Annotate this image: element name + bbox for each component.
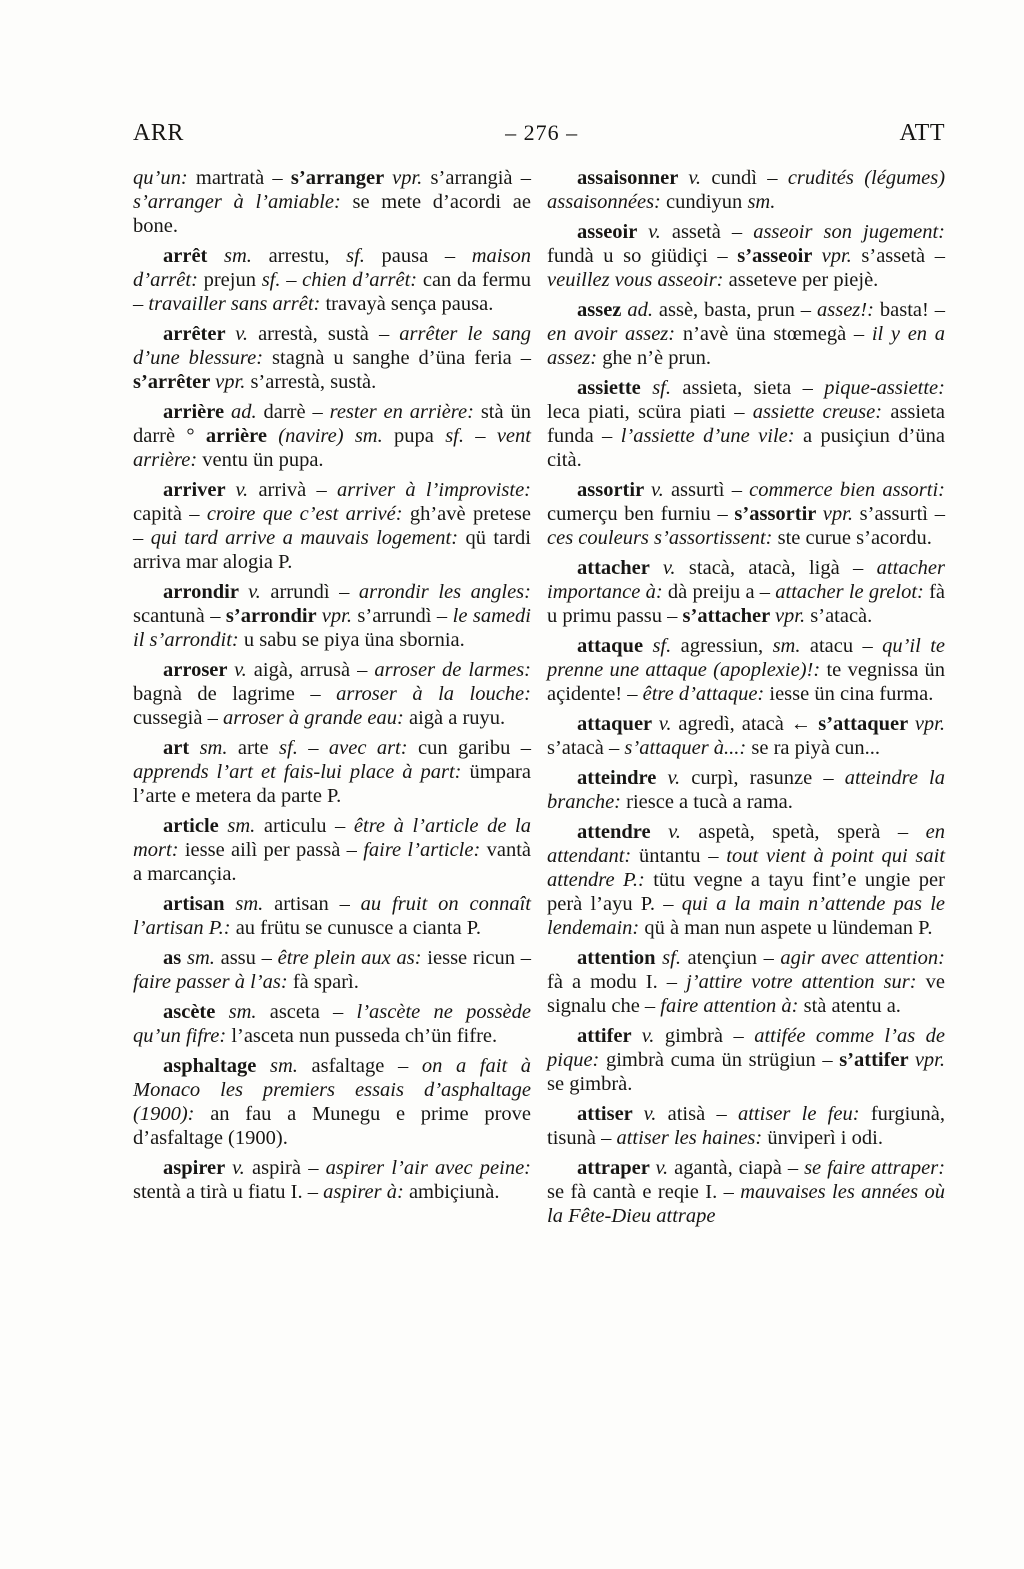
text-segment: attacher xyxy=(577,557,663,579)
entry-asseoir xyxy=(547,220,945,292)
text-segment: üntantu – xyxy=(639,845,727,867)
text-segment: arrivà – xyxy=(258,479,338,501)
text-segment: capità – xyxy=(133,503,207,525)
text-segment: l’asceta nun pusseda ch’ün fifre. xyxy=(231,1025,498,1047)
text-segment: iesse ün cina furma. xyxy=(769,683,934,705)
text-segment: assez xyxy=(577,299,628,321)
text-segment: en attendant: xyxy=(547,821,946,867)
text-segment: croire que c’est arrivé: xyxy=(206,503,410,525)
text-segment: attiser les haines: xyxy=(616,1127,768,1149)
text-segment: sf. xyxy=(445,425,476,447)
text-segment: v. xyxy=(232,1157,253,1179)
column-right xyxy=(547,166,945,1228)
text-segment: sf. xyxy=(346,245,382,267)
text-segment: sf. xyxy=(652,635,681,657)
text-segment: cumerçu ben furniu – xyxy=(547,503,735,525)
text-segment: sm. xyxy=(772,635,810,657)
text-segment: avec art: xyxy=(328,737,418,759)
text-segment: agantà, ciapà – xyxy=(674,1157,805,1179)
text-segment: qu’un: xyxy=(133,167,196,189)
text-segment: leca piati, scüra piati – xyxy=(547,401,753,423)
text-segment: vpr. xyxy=(821,245,862,267)
text-segment: v. xyxy=(688,167,712,189)
text-segment: aigà, arrusà – xyxy=(253,659,375,681)
text-segment: apprends l’art et fais-lui place à part: xyxy=(133,761,470,783)
text-segment: riesce a tucà a rama. xyxy=(626,791,793,813)
text-segment: arrestà, sustà – xyxy=(258,323,400,345)
entry-attaque xyxy=(547,634,945,706)
text-segment: aspetà, spetà, sperà – xyxy=(698,821,926,843)
text-segment: aspirer à: xyxy=(323,1181,409,1203)
text-segment: crudités (légumes) assaisonnées: xyxy=(547,167,946,213)
text-segment: dà preiju a – xyxy=(667,581,776,603)
text-segment: l’ascète ne possède qu’un fifre: xyxy=(133,1001,531,1047)
text-segment: sf. xyxy=(662,947,688,969)
page-header xyxy=(133,120,945,147)
text-segment: article xyxy=(163,815,228,837)
text-segment: curpì, rasunze – xyxy=(691,767,845,789)
text-segment: te vegnissa ün açidente! – xyxy=(547,659,945,705)
text-segment: être à l’article de la mort: xyxy=(133,815,531,861)
text-segment: an fau a Munegu e prime prove d’asfaltage (1900). xyxy=(133,1103,532,1149)
text-segment: attifée comme l’as de pique: xyxy=(547,1025,945,1071)
text-segment: ces couleurs s’assortissent: xyxy=(547,527,778,549)
text-segment: arrêter le sang d’une blessure: xyxy=(133,323,532,369)
text-segment: fà sparì. xyxy=(292,971,359,993)
text-segment: s’arrondir xyxy=(225,605,322,627)
text-segment: s’asseoir xyxy=(737,245,822,267)
text-segment: – xyxy=(286,269,303,291)
text-segment: qui tard arrive a mauvais logement: xyxy=(150,527,466,549)
text-segment: scantunà – xyxy=(133,605,226,627)
text-segment: bagnà de lagrime – xyxy=(133,683,337,705)
text-segment: pausa – xyxy=(381,245,472,267)
text-segment: v. xyxy=(641,1025,665,1047)
text-segment: qü tardi arriva mar alogia P. xyxy=(133,527,531,573)
text-segment: vpr. xyxy=(914,1049,946,1071)
entry-attiser xyxy=(547,1102,945,1150)
text-segment: être d’attaque: xyxy=(642,683,770,705)
text-segment: n’avè üna stœmegà – xyxy=(682,323,872,345)
text-segment: (navire) sm. xyxy=(278,425,395,447)
text-segment: ghe n’è prun. xyxy=(602,347,711,369)
text-segment: vpr. xyxy=(321,605,358,627)
text-segment: s’atacà. xyxy=(810,605,873,627)
text-segment: assieta, sieta – xyxy=(682,377,825,399)
text-segment: assaisonner xyxy=(577,167,689,189)
text-segment: agredì, atacà ← xyxy=(678,713,819,735)
text-segment: arrière xyxy=(205,425,279,447)
text-segment: rester en arrière: xyxy=(329,401,481,423)
text-segment: asseoir son jugement: xyxy=(753,221,946,243)
text-segment: gimbrà cuma ün strügiun – xyxy=(605,1049,840,1071)
entry-arriver xyxy=(133,478,531,574)
text-segment: asfaltage – xyxy=(311,1055,422,1077)
text-segment: sm. xyxy=(228,1001,270,1023)
entry-as xyxy=(133,946,531,994)
guide-word-left: ARR xyxy=(133,120,184,146)
text-segment: s’arranger xyxy=(290,167,393,189)
text-segment: pique-assiette: xyxy=(824,377,945,399)
text-segment: aspirer l’air avec peine: xyxy=(325,1157,532,1179)
text-segment: qui a la main n’attende pas le lendemain: xyxy=(547,893,945,939)
entry-atteindre xyxy=(547,766,945,814)
text-segment: arroser de larmes: xyxy=(374,659,532,681)
text-segment: arrêt xyxy=(163,245,225,267)
text-columns xyxy=(133,166,945,1228)
text-segment: sm. xyxy=(186,947,221,969)
text-segment: on a fait à Monaco les premiers essais d’asphaltage (1900): xyxy=(133,1055,531,1125)
text-segment: fundà u so giüdiçi – xyxy=(547,245,738,267)
text-segment: assetà – xyxy=(671,221,754,243)
page-number: – 276 – xyxy=(505,120,579,145)
text-segment: articulu – xyxy=(263,815,354,837)
text-segment: ventu ün pupa. xyxy=(202,449,324,471)
entry-art xyxy=(133,736,531,808)
text-segment: vpr. xyxy=(774,605,811,627)
entry-attraper xyxy=(547,1156,945,1228)
text-segment: aigà a ruyu. xyxy=(408,707,506,729)
text-segment: attacher le grelot: xyxy=(775,581,930,603)
text-segment: être plein aux as: xyxy=(277,947,428,969)
text-segment: arriver xyxy=(163,479,236,501)
text-segment: tout vient à point qui sait attendre P.: xyxy=(547,845,946,891)
text-segment: ad. xyxy=(230,401,264,423)
text-segment: gh’avè pretese – xyxy=(133,503,531,549)
text-segment: l’assiette d’une vile: xyxy=(620,425,803,447)
text-segment: cun garibu – xyxy=(417,737,531,759)
text-segment: attraper xyxy=(577,1157,656,1179)
text-segment: ste curue s’acordu. xyxy=(777,527,932,549)
text-segment: v. xyxy=(235,479,259,501)
text-segment: ascète xyxy=(163,1001,229,1023)
text-segment: v. xyxy=(667,767,692,789)
text-segment: vent arrière: xyxy=(133,425,531,471)
text-segment: v. xyxy=(668,821,699,843)
text-segment: asceta – xyxy=(269,1001,357,1023)
text-segment: agressiun, xyxy=(680,635,773,657)
text-segment: attifer xyxy=(577,1025,642,1047)
text-segment: maison d’arrêt: xyxy=(133,245,531,291)
text-segment: ünviperì i odi. xyxy=(767,1127,883,1149)
entry-continuation xyxy=(133,166,531,238)
text-segment: attendre xyxy=(577,821,669,843)
text-segment: s’assetà – xyxy=(861,245,945,267)
entry-attifer xyxy=(547,1024,945,1096)
text-segment: attaquer xyxy=(577,713,659,735)
text-segment: gimbrà – xyxy=(664,1025,755,1047)
text-segment: v. xyxy=(235,323,259,345)
text-segment: fà u primu passu – xyxy=(547,581,946,627)
text-segment: faire passer à l’as: xyxy=(133,971,293,993)
entry-assaisonner xyxy=(547,166,945,214)
text-segment: s’atacà – xyxy=(547,737,625,759)
text-segment: se ra piyà cun... xyxy=(751,737,881,759)
text-segment: atteindre la branche: xyxy=(547,767,945,813)
text-segment: agir avec attention: xyxy=(780,947,945,969)
entry-assiette xyxy=(547,376,945,472)
text-segment: v. xyxy=(651,479,671,501)
text-segment: cussegià – xyxy=(133,707,223,729)
text-segment: cundiyun xyxy=(666,191,748,213)
text-segment: attacher importance à: xyxy=(547,557,945,603)
entry-arrondir xyxy=(133,580,531,652)
text-segment: arrundì – xyxy=(270,581,359,603)
text-segment: cundì – xyxy=(711,167,788,189)
text-segment: se fà cantà e reqie I. – xyxy=(547,1181,741,1203)
text-segment: arroser à la louche: xyxy=(336,683,531,705)
text-segment: vantà a marcançia. xyxy=(133,839,531,885)
entry-arroser xyxy=(133,658,531,730)
text-segment: s’attifer xyxy=(839,1049,915,1071)
text-segment: prejun xyxy=(203,269,262,291)
text-segment: as xyxy=(163,947,187,969)
text-segment: se faire attraper: xyxy=(804,1157,946,1179)
text-segment: v. xyxy=(234,659,254,681)
entry-assez xyxy=(547,298,945,370)
text-segment: can da fermu – xyxy=(133,269,531,315)
text-segment: arriver à l’improviste: xyxy=(337,479,531,501)
text-segment: stà ün darrè ° xyxy=(133,401,531,447)
text-segment: v. xyxy=(655,1157,675,1179)
column-left xyxy=(133,166,531,1228)
text-segment: s’arranger à l’amiable: xyxy=(133,191,353,213)
entry-attention xyxy=(547,946,945,1018)
entry-ascete xyxy=(133,1000,531,1048)
text-segment: sf. xyxy=(652,377,683,399)
text-segment: martratà – xyxy=(195,167,291,189)
text-segment: s’arrangià – xyxy=(430,167,531,189)
text-segment: il y en a assez: xyxy=(547,323,945,369)
text-segment: veuillez vous asseoir: xyxy=(547,269,729,291)
text-segment: attiser xyxy=(577,1103,644,1125)
text-segment: furgiunà, tisunà – xyxy=(547,1103,946,1149)
text-segment: assu – xyxy=(220,947,278,969)
text-segment: assieta funda – xyxy=(547,401,945,447)
text-segment: travayà sença pausa. xyxy=(325,293,494,315)
text-segment: assiette creuse: xyxy=(752,401,891,423)
text-segment: sf. xyxy=(279,737,309,759)
text-segment: ambiçiunà. xyxy=(408,1181,500,1203)
entry-attendre xyxy=(547,820,945,940)
text-segment: arte xyxy=(237,737,280,759)
text-segment: sm. xyxy=(224,245,269,267)
text-segment: artisan xyxy=(163,893,236,915)
text-segment: s’arrundì – xyxy=(357,605,453,627)
text-segment: au frütu se cunusce a cianta P. xyxy=(235,917,482,939)
text-segment: asphaltage xyxy=(163,1055,271,1077)
text-segment: asseoir xyxy=(577,221,649,243)
text-segment: aspirà – xyxy=(252,1157,326,1179)
text-segment: se gimbrà. xyxy=(547,1073,633,1095)
text-segment: j’attire votre attention sur: xyxy=(686,971,926,993)
text-segment: asseteve per piejè. xyxy=(728,269,879,291)
text-segment: art xyxy=(163,737,200,759)
text-segment: iesse ricun – xyxy=(427,947,531,969)
text-segment: faire attention à: xyxy=(660,995,804,1017)
text-segment: vpr. xyxy=(822,503,860,525)
text-segment: se mete d’acordi ae bone. xyxy=(133,191,531,237)
text-segment: s’assurtì – xyxy=(859,503,945,525)
text-segment: u sabu se piya üna sbornia. xyxy=(243,629,465,651)
text-segment: attention xyxy=(577,947,663,969)
text-segment: s’arrestà, sustà. xyxy=(250,371,377,393)
text-segment: v. xyxy=(643,1103,668,1125)
text-segment: s’attaquer xyxy=(818,713,915,735)
text-segment: – xyxy=(308,737,329,759)
text-segment: ümpara l’arte e metera da parte P. xyxy=(133,761,531,807)
text-segment: v. xyxy=(662,557,689,579)
text-segment: assez!: xyxy=(817,299,880,321)
text-segment: le samedi il s’arrondit: xyxy=(133,605,531,651)
text-segment: – xyxy=(475,425,497,447)
text-segment: atisà – xyxy=(667,1103,738,1125)
text-segment: stà atentu a. xyxy=(803,995,901,1017)
text-segment: arrêter xyxy=(163,323,236,345)
text-segment: stacà, atacà, ligà – xyxy=(688,557,877,579)
text-segment: arroser à grande eau: xyxy=(222,707,409,729)
text-segment: fà a modu I. – xyxy=(547,971,687,993)
text-segment: assè, basta, prun – xyxy=(658,299,817,321)
guide-word-right: ATT xyxy=(899,120,945,146)
entry-aspirer xyxy=(133,1156,531,1204)
text-segment: arroser xyxy=(163,659,235,681)
text-segment: s’attacher xyxy=(682,605,775,627)
text-segment: arrière xyxy=(163,401,231,423)
text-segment: commerce bien assorti: xyxy=(749,479,946,501)
text-segment: sm. xyxy=(270,1055,312,1077)
entry-arret xyxy=(133,244,531,316)
entry-artisan xyxy=(133,892,531,940)
text-segment: s’attaquer à...: xyxy=(624,737,752,759)
text-segment: v. xyxy=(648,221,672,243)
text-segment: pupa xyxy=(394,425,446,447)
entry-attacher xyxy=(547,556,945,628)
text-segment: arrondir xyxy=(163,581,249,603)
entry-attaquer xyxy=(547,712,945,760)
text-segment: sm. xyxy=(747,191,776,213)
text-segment: au fruit on connaît l’artisan P.: xyxy=(133,893,531,939)
text-segment: v. xyxy=(658,713,679,735)
text-segment: attaque xyxy=(577,635,653,657)
text-segment: assortir xyxy=(577,479,652,501)
text-segment: iesse ailì per passà – xyxy=(184,839,364,861)
text-segment: sm. xyxy=(235,893,275,915)
text-segment: vpr. xyxy=(914,713,945,735)
entry-asphaltage xyxy=(133,1054,531,1150)
text-segment: attiser le feu: xyxy=(737,1103,871,1125)
entry-assortir xyxy=(547,478,945,550)
text-segment: chien d’arrêt: xyxy=(302,269,423,291)
text-segment: basta! – xyxy=(879,299,946,321)
text-segment: atteindre xyxy=(577,767,668,789)
text-segment: assiette xyxy=(577,377,653,399)
text-segment: atençiun – xyxy=(687,947,781,969)
text-segment: en avoir assez: xyxy=(547,323,683,345)
text-segment: sm. xyxy=(199,737,238,759)
text-segment: aspirer xyxy=(163,1157,233,1179)
text-segment: vpr. xyxy=(392,167,431,189)
text-segment: sm. xyxy=(227,815,264,837)
text-segment: s’arrêter xyxy=(133,371,216,393)
text-segment: ad. xyxy=(627,299,659,321)
text-segment: travailler sans arrêt: xyxy=(148,293,326,315)
text-segment: qü à man nun aspete u lündeman P. xyxy=(644,917,933,939)
text-segment: v. xyxy=(248,581,271,603)
text-segment: vpr. xyxy=(215,371,251,393)
text-segment: s’assortir xyxy=(734,503,823,525)
text-segment: arrestu, xyxy=(268,245,347,267)
text-segment: qu’il te prenne une attaque (apoplexie)!: xyxy=(547,635,945,681)
text-segment: faire l’article: xyxy=(363,839,487,861)
entry-arreter xyxy=(133,322,531,394)
text-segment: atacu – xyxy=(809,635,883,657)
text-segment: a pusiçiun d’üna cità. xyxy=(547,425,945,471)
text-segment: artisan – xyxy=(274,893,361,915)
text-segment: darrè – xyxy=(263,401,330,423)
text-segment: sf. xyxy=(261,269,287,291)
text-segment: arrondir les angles: xyxy=(358,581,531,603)
entry-article xyxy=(133,814,531,886)
text-segment: mauvaises les années où la Fête-Dieu attrape xyxy=(547,1181,945,1227)
text-segment: stagnà u sanghe d’üna feria – xyxy=(272,347,531,369)
text-segment: ve signalu che – xyxy=(547,971,946,1017)
text-segment: stentà a tirà u fiatu I. – xyxy=(133,1181,324,1203)
entry-arriere xyxy=(133,400,531,472)
text-segment: assurtì – xyxy=(670,479,750,501)
text-segment: tütu vegne a tayu fint’e ungie per perà l’ayu P. – xyxy=(547,869,945,915)
